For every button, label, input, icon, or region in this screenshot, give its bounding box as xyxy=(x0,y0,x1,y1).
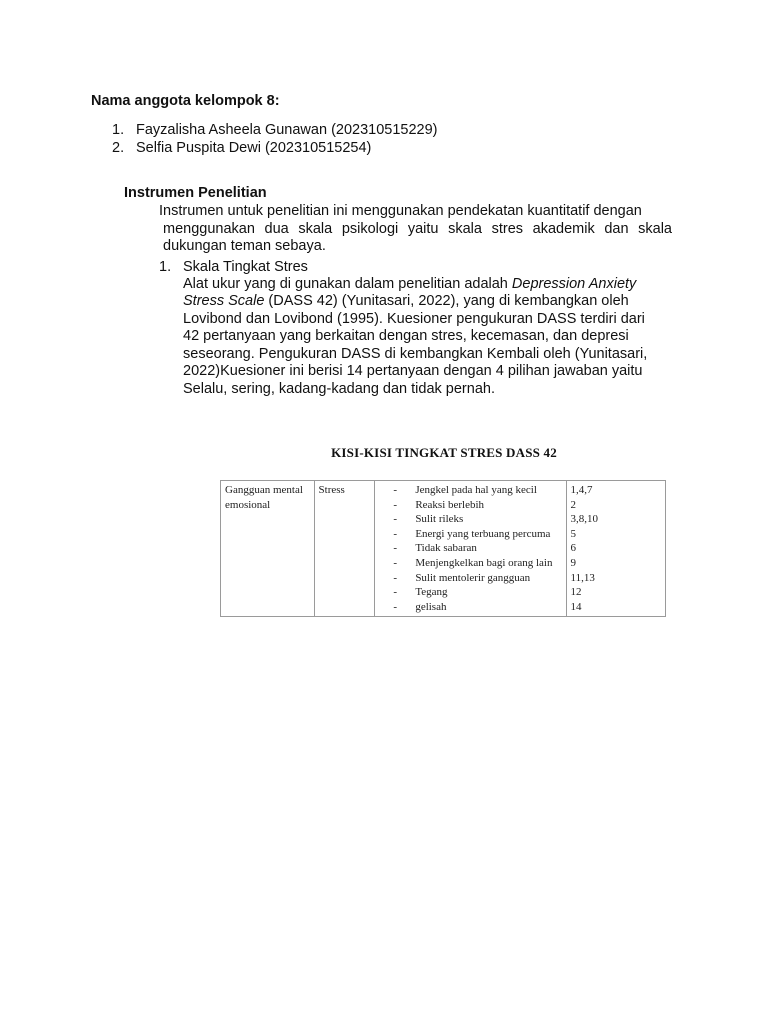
instrument-section xyxy=(124,184,672,399)
kisi-table xyxy=(220,480,666,617)
item-number: 14 xyxy=(570,600,582,613)
indicator-text: Sulit rileks xyxy=(415,513,464,526)
scale-heading-row xyxy=(159,258,672,276)
item-number: 6 xyxy=(570,542,576,555)
table-cell-items xyxy=(566,481,666,617)
dash: - xyxy=(393,527,397,540)
scale-number: 1. xyxy=(159,258,172,275)
member-number: 2. xyxy=(112,140,125,156)
indicator-text: gelisah xyxy=(415,600,447,613)
indicator-item xyxy=(393,571,561,586)
member-name: Fayzalisha Asheela Gunawan (202310515229) xyxy=(136,122,438,138)
dash: - xyxy=(393,513,397,526)
table-cell-indicators xyxy=(375,481,566,617)
indicator-item xyxy=(393,600,561,615)
dash: - xyxy=(393,556,397,569)
table-row xyxy=(221,481,666,617)
indicator-text: Sulit mentolerir gangguan xyxy=(415,571,531,584)
indicator-item xyxy=(393,556,561,571)
scale-description xyxy=(183,276,663,399)
indicator-item xyxy=(393,527,561,542)
scale-text-pre: Alat ukur yang di gunakan dalam penelitian adalah xyxy=(183,275,512,292)
item-number: 9 xyxy=(570,556,576,569)
indicator-item xyxy=(393,585,561,600)
indicator-text: Tidak sabaran xyxy=(415,542,477,555)
member-item xyxy=(112,139,438,157)
table-cell-aspect: Gangguan mental emosional xyxy=(221,481,315,617)
indicator-text: Menjengkelkan bagi orang lain xyxy=(415,556,553,569)
scale-heading: Skala Tingkat Stres xyxy=(183,258,308,275)
scale-text-post: (DASS 42) (Yunitasari, 2022), yang di kembangkan oleh Lovibond dan Lovibond (1995). Kuesioner pengukuran DASS terdiri dari 42 pertanyaan yang berkaitan dengan stres, kecemasan, dan depresi seseorang. Pengukuran DASS di kembangkan Kembali oleh (Yunitasari, 2022)Kuesioner ini berisi 14 pertanyaan dengan 4 pilihan jawaban yaitu Selalu, sering, kadang-kadang dan tidak pernah. xyxy=(183,293,648,398)
member-list xyxy=(112,121,438,157)
table-cell-dimension: Stress xyxy=(314,481,375,617)
dash: - xyxy=(393,542,397,555)
dash: - xyxy=(393,498,397,511)
indicator-item xyxy=(393,483,561,498)
intro-rest: menggunakan dua skala psikologi yaitu skala stres akademik dan skala dukungan teman sebaya. xyxy=(163,220,672,254)
item-number: 1,4,7 xyxy=(570,484,593,496)
indicator-item xyxy=(393,498,561,513)
indicator-text: Jengkel pada hal yang kecil xyxy=(415,484,537,496)
member-name: Selfia Puspita Dewi (202310515254) xyxy=(136,140,372,156)
group-title: Nama anggota kelompok 8: xyxy=(91,93,280,109)
member-item xyxy=(112,121,438,139)
scale-text-italic: Depression Anxiety Stress Scale xyxy=(183,275,637,310)
intro-first-line: Instrumen untuk penelitian ini menggunakan pendekatan kuantitatif dengan xyxy=(159,203,642,219)
indicator-text: Reaksi berlebih xyxy=(415,498,485,511)
scale-item xyxy=(159,258,672,399)
indicator-text: Tegang xyxy=(415,586,448,599)
item-number: 2 xyxy=(570,498,576,511)
item-number: 3,8,10 xyxy=(570,513,598,526)
indicator-item xyxy=(393,512,561,527)
dash: - xyxy=(393,484,397,496)
dash: - xyxy=(393,571,397,584)
member-number: 1. xyxy=(112,122,125,138)
dash: - xyxy=(393,586,397,599)
dash: - xyxy=(393,600,397,613)
kisi-table-figure xyxy=(220,445,668,617)
item-number: 5 xyxy=(570,527,576,540)
intro-paragraph xyxy=(159,203,672,256)
item-number: 12 xyxy=(570,586,582,599)
indicator-item xyxy=(393,541,561,556)
section-title: Instrumen Penelitian xyxy=(124,185,267,201)
table-title: KISI-KISI TINGKAT STRES DASS 42 xyxy=(331,445,557,460)
item-number: 11,13 xyxy=(570,571,595,584)
indicator-text: Energi yang terbuang percuma xyxy=(415,527,551,540)
